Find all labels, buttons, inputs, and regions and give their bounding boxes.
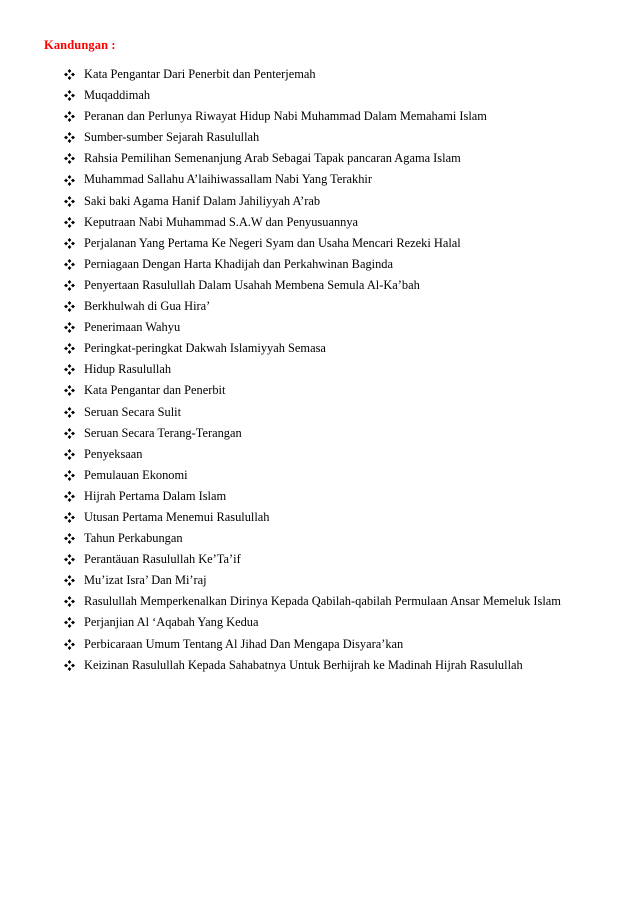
diamond-four-point-icon bbox=[64, 634, 84, 655]
list-item-label: Saki baki Agama Hanif Dalam Jahiliyyah A’rab bbox=[84, 193, 321, 208]
list-item bbox=[64, 338, 624, 359]
list-item bbox=[64, 380, 624, 401]
list-item-label: Muqaddimah bbox=[84, 88, 151, 103]
list-item bbox=[64, 528, 624, 549]
list-item bbox=[64, 127, 624, 148]
list-item-label: Perbicaraan Umum Tentang Al Jihad Dan Mengapa Disyara’kan bbox=[84, 636, 404, 651]
list-item bbox=[64, 148, 624, 169]
list-item-label: Perantäuan Rasulullah Ke’Ta’if bbox=[84, 552, 241, 567]
contents-list bbox=[64, 64, 624, 676]
diamond-four-point-icon bbox=[64, 486, 84, 507]
diamond-four-point-icon bbox=[64, 402, 84, 423]
diamond-four-point-icon bbox=[64, 275, 84, 296]
diamond-four-point-icon bbox=[64, 359, 84, 380]
list-item-label: Rasulullah Memperkenalkan Dirinya Kepada Qabilah-qabilah Permulaan Ansar Memeluk Islam bbox=[84, 594, 561, 609]
list-item bbox=[64, 423, 624, 444]
diamond-four-point-icon bbox=[64, 655, 84, 676]
diamond-four-point-icon bbox=[64, 296, 84, 317]
list-item bbox=[64, 591, 624, 612]
list-item bbox=[64, 106, 624, 127]
list-item bbox=[64, 549, 624, 570]
list-item-label: Kata Pengantar Dari Penerbit dan Penterjemah bbox=[84, 67, 316, 81]
list-item-label: Peranan dan Perlunya Riwayat Hidup Nabi Muhammad Dalam Memahami Islam bbox=[84, 109, 487, 124]
list-item bbox=[64, 359, 624, 380]
list-item-label: Seruan Secara Sulit bbox=[84, 404, 182, 419]
list-item-label: Hidup Rasulullah bbox=[84, 362, 172, 377]
diamond-four-point-icon bbox=[64, 317, 84, 338]
list-item-label: Penerimaan Wahyu bbox=[84, 320, 181, 335]
diamond-four-point-icon bbox=[64, 528, 84, 549]
diamond-four-point-icon bbox=[64, 127, 84, 148]
list-item bbox=[64, 169, 624, 190]
list-item bbox=[64, 612, 624, 633]
diamond-four-point-icon bbox=[64, 233, 84, 254]
list-item bbox=[64, 275, 624, 296]
list-item bbox=[64, 64, 624, 85]
list-item-label: Mu’izat Isra’ Dan Mi’raj bbox=[84, 573, 207, 588]
list-item bbox=[64, 655, 624, 676]
contents-heading: Kandungan : bbox=[44, 38, 116, 52]
list-item-label: Peringkat-peringkat Dakwah Islamiyyah Semasa bbox=[84, 341, 326, 356]
list-item bbox=[64, 296, 624, 317]
diamond-four-point-icon bbox=[64, 106, 84, 127]
list-item-label: Utusan Pertama Menemui Rasulullah bbox=[84, 509, 270, 524]
list-item bbox=[64, 85, 624, 106]
list-item bbox=[64, 212, 624, 233]
list-item bbox=[64, 254, 624, 275]
list-item bbox=[64, 634, 624, 655]
diamond-four-point-icon bbox=[64, 85, 84, 106]
list-item bbox=[64, 317, 624, 338]
list-item-label: Perjalanan Yang Pertama Ke Negeri Syam dan Usaha Mencari Rezeki Halal bbox=[84, 235, 461, 250]
list-item bbox=[64, 402, 624, 423]
diamond-four-point-icon bbox=[64, 191, 84, 212]
diamond-four-point-icon bbox=[64, 170, 84, 191]
diamond-four-point-icon bbox=[64, 64, 84, 85]
list-item-label: Hijrah Pertama Dalam Islam bbox=[84, 488, 227, 503]
diamond-four-point-icon bbox=[64, 423, 84, 444]
diamond-four-point-icon bbox=[64, 570, 84, 591]
list-item-label: Keputraan Nabi Muhammad S.A.W dan Penyusuannya bbox=[84, 214, 359, 229]
list-item bbox=[64, 570, 624, 591]
diamond-four-point-icon bbox=[64, 465, 84, 486]
list-item bbox=[64, 465, 624, 486]
diamond-four-point-icon bbox=[64, 507, 84, 528]
list-item bbox=[64, 486, 624, 507]
list-item-label: Pemulauan Ekonomi bbox=[84, 467, 188, 482]
diamond-four-point-icon bbox=[64, 549, 84, 570]
list-item bbox=[64, 233, 624, 254]
list-item-label: Seruan Secara Terang-Terangan bbox=[84, 425, 242, 440]
list-item-label: Muhammad Sallahu A’laihiwassallam Nabi Yang Terakhir bbox=[84, 172, 372, 187]
diamond-four-point-icon bbox=[64, 380, 84, 401]
list-item-label: Penyeksaan bbox=[84, 446, 143, 461]
list-item-label: Perniagaan Dengan Harta Khadijah dan Perkahwinan Baginda bbox=[84, 256, 393, 271]
list-item bbox=[64, 507, 624, 528]
list-item-label: Rahsia Pemilihan Semenanjung Arab Sebagai Tapak pancaran Agama Islam bbox=[84, 151, 461, 166]
diamond-four-point-icon bbox=[64, 444, 84, 465]
diamond-four-point-icon bbox=[64, 612, 84, 633]
diamond-four-point-icon bbox=[64, 254, 84, 275]
list-item-label: Keizinan Rasulullah Kepada Sahabatnya Untuk Berhijrah ke Madinah Hijrah Rasulullah bbox=[84, 657, 523, 672]
list-item-label: Berkhulwah di Gua Hira’ bbox=[84, 299, 211, 314]
list-item-label: Perjanjian Al ‘Aqabah Yang Kedua bbox=[84, 615, 259, 630]
list-item-label: Penyertaan Rasulullah Dalam Usahah Membena Semula Al-Ka’bah bbox=[84, 277, 420, 292]
list-item bbox=[64, 444, 624, 465]
diamond-four-point-icon bbox=[64, 338, 84, 359]
diamond-four-point-icon bbox=[64, 591, 84, 612]
diamond-four-point-icon bbox=[64, 148, 84, 169]
list-item-label: Kata Pengantar dan Penerbit bbox=[84, 383, 226, 398]
list-item-label: Tahun Perkabungan bbox=[84, 531, 183, 546]
list-item-label: Sumber-sumber Sejarah Rasulullah bbox=[84, 130, 260, 145]
diamond-four-point-icon bbox=[64, 212, 84, 233]
list-item bbox=[64, 191, 624, 212]
